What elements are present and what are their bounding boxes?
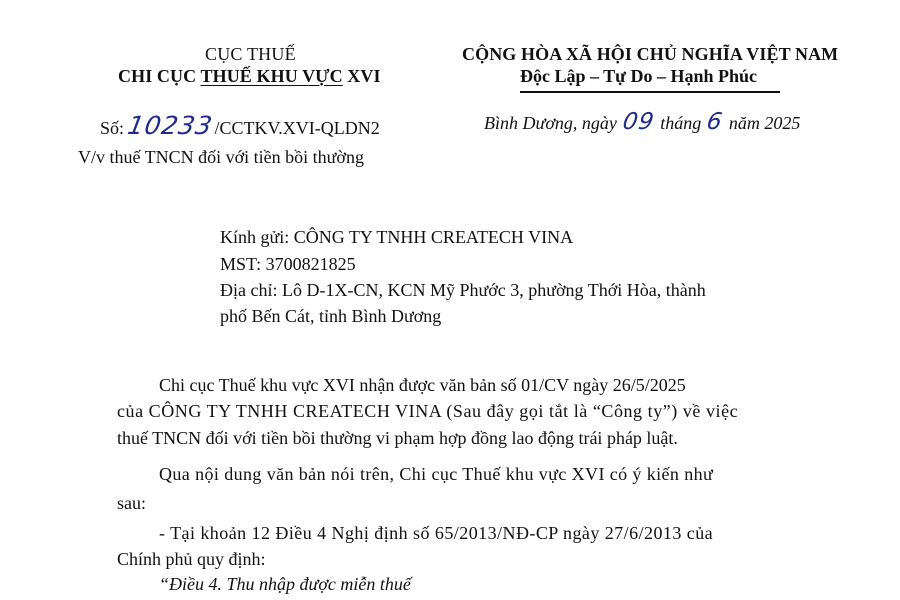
agency-name xyxy=(118,66,381,87)
place-date-line xyxy=(484,109,800,135)
recipient-address-line-2: phố Bến Cát, tỉnh Bình Dương xyxy=(220,306,442,326)
body-paragraph-line: - Tại khoản 12 Điều 4 Nghị định số 65/2013/NĐ-CP ngày 27/6/2013 của xyxy=(159,523,714,543)
body-paragraph-line: sau: xyxy=(117,493,146,513)
document-number-label: Số: xyxy=(100,118,125,138)
motto-underline xyxy=(520,91,780,93)
recipient-name: Kính gửi: CÔNG TY TNHH CREATECH VINA xyxy=(220,227,574,247)
national-motto: Độc Lập – Tự Do – Hạnh Phúc xyxy=(520,66,758,86)
place-date-prefix: Bình Dương, ngày xyxy=(484,113,617,133)
document-subject: V/v thuế TNCN đối với tiền bồi thường xyxy=(78,147,364,167)
document-number-code: /CCTKV.XVI-QLDN2 xyxy=(214,118,380,138)
body-paragraph-line: thuế TNCN đối với tiền bồi thường vi phạm hợp đồng lao động trái pháp luật. xyxy=(117,428,678,448)
agency-name-underlined: THUẾ KHU VỰC xyxy=(200,66,343,86)
recipient-tax-code: MST: 3700821825 xyxy=(220,254,356,274)
body-paragraph-line: Chính phủ quy định: xyxy=(117,549,266,569)
date-month-label: tháng xyxy=(660,113,702,133)
date-day-handwritten: 09 xyxy=(620,109,657,135)
body-paragraph-line: của CÔNG TY TNHH CREATECH VINA (Sau đây gọi tắt là “Công ty”) về việc xyxy=(117,401,739,421)
document-number-handwritten: 10233 xyxy=(125,111,216,140)
agency-name-suffix: XVI xyxy=(342,66,381,86)
national-title: CỘNG HÒA XÃ HỘI CHỦ NGHĨA VIỆT NAM xyxy=(462,44,839,64)
body-paragraph-line: Chi cục Thuế khu vực XVI nhận được văn bản số 01/CV ngày 26/5/2025 xyxy=(159,375,686,395)
body-paragraph-line: Qua nội dung văn bản nói trên, Chi cục Thuế khu vực XVI có ý kiến như xyxy=(159,464,714,484)
document-number-line xyxy=(100,111,380,140)
date-year: năm 2025 xyxy=(728,113,801,133)
agency-parent-name: CỤC THUẾ xyxy=(205,44,296,64)
quoted-article-heading: “Điều 4. Thu nhập được miễn thuế xyxy=(159,574,411,594)
agency-name-prefix: CHI CỤC xyxy=(118,66,201,86)
recipient-address-line-1: Địa chỉ: Lô D-1X-CN, KCN Mỹ Phước 3, phường Thới Hòa, thành xyxy=(220,280,706,300)
date-month-handwritten: 6 xyxy=(704,109,726,135)
